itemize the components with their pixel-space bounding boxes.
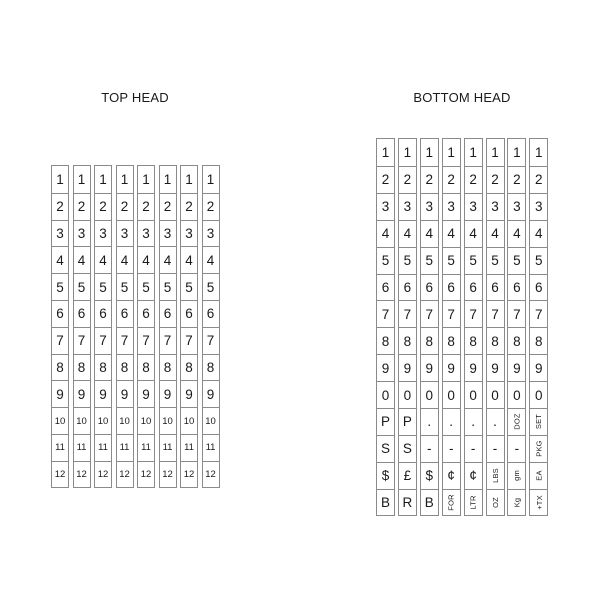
bottom-head-band-8-char-6: 6 — [530, 274, 547, 301]
bottom-head-band-1-char-10: 0 — [377, 381, 394, 408]
bottom-head-band-7-char-12: - — [508, 435, 525, 462]
top-head-band-3-char-10: 10 — [95, 407, 111, 434]
bottom-head-band-7-char-1: 1 — [513, 144, 521, 160]
bottom-head-band-3-char-2: 2 — [421, 166, 438, 193]
top-head-band-8 — [202, 165, 220, 488]
bottom-head-band-1-char-6: 6 — [377, 274, 394, 301]
bottom-head-band-8-char-13 — [530, 462, 547, 489]
bottom-head-band-5-char-8: 8 — [465, 327, 482, 354]
top-head-band-5-char-1: 1 — [142, 171, 150, 187]
bottom-head-band-6-char-11: . — [487, 408, 504, 435]
bottom-head-band-3-char-13: $ — [421, 462, 438, 489]
top-head-band-4-char-7: 7 — [117, 327, 133, 354]
bottom-head-band-6-char-13 — [487, 462, 504, 489]
bottom-head-band-6-char-9: 9 — [487, 354, 504, 381]
top-head-band-2-char-3: 3 — [74, 220, 90, 247]
top-head-band-1-char-4: 4 — [52, 246, 68, 273]
bottom-head-band-4-char-5: 5 — [443, 247, 460, 274]
bottom-head-band-5-char-3: 3 — [465, 193, 482, 220]
top-head-band-3-char-4: 4 — [95, 246, 111, 273]
top-head-band-8-char-7: 7 — [203, 327, 219, 354]
top-head-band-4-char-12: 12 — [117, 461, 133, 488]
top-head-band-5-char-8: 8 — [138, 354, 154, 381]
top-head-band-3-char-11: 11 — [95, 434, 111, 461]
bottom-head-band-4-char-3: 3 — [443, 193, 460, 220]
rotated-label: Kg — [512, 497, 522, 508]
bottom-head-band-6-char-4: 4 — [487, 220, 504, 247]
bottom-head-band-3-char-9: 9 — [421, 354, 438, 381]
top-head-band-4-char-8: 8 — [117, 354, 133, 381]
bottom-head-band-5-char-6: 6 — [465, 274, 482, 301]
top-head-band-5-char-12: 12 — [138, 461, 154, 488]
top-head-band-3 — [94, 165, 112, 488]
top-head-band-3-char-5: 5 — [95, 273, 111, 300]
bottom-head-band-8-char-7: 7 — [530, 300, 547, 327]
bottom-head-band-6-char-5: 5 — [487, 247, 504, 274]
bottom-head-band-6-char-12: - — [487, 435, 504, 462]
top-head-band-8-char-9: 9 — [203, 380, 219, 407]
top-head-band-6-char-7: 7 — [160, 327, 176, 354]
top-head-band-4-char-9: 9 — [117, 380, 133, 407]
bottom-head-band-3 — [420, 138, 439, 516]
top-head-band-2-char-6: 6 — [74, 300, 90, 327]
top-head-band-7-char-12: 12 — [181, 461, 197, 488]
top-head-band-2-char-11: 11 — [74, 434, 90, 461]
top-head-band-7-char-10: 10 — [181, 407, 197, 434]
top-head-band-7-char-5: 5 — [181, 273, 197, 300]
bottom-head-band-2-char-8: 8 — [399, 327, 416, 354]
top-head-band-4-char-6: 6 — [117, 300, 133, 327]
top-head-band-5-char-4: 4 — [138, 246, 154, 273]
top-head-band-6-char-9: 9 — [160, 380, 176, 407]
bottom-head-band-6-char-8: 8 — [487, 327, 504, 354]
bottom-head-band-5-char-5: 5 — [465, 247, 482, 274]
bottom-head-band-2-char-9: 9 — [399, 354, 416, 381]
bottom-head-band-4-char-4: 4 — [443, 220, 460, 247]
top-head-band-7-char-11: 11 — [181, 434, 197, 461]
top-head-band-4 — [116, 165, 134, 488]
bottom-head-band-4-char-13: ¢ — [443, 462, 460, 489]
rotated-label: LBS — [490, 468, 500, 484]
top-head-band-4-char-1: 1 — [120, 171, 129, 187]
bottom-head-band-7-char-5: 5 — [508, 247, 525, 274]
top-head-band-8-char-12: 12 — [203, 461, 219, 488]
top-head-band-1-char-12: 12 — [52, 461, 68, 488]
top-head-band-8-char-1: 1 — [206, 171, 215, 187]
bottom-head-band-8-char-8: 8 — [530, 327, 547, 354]
rotated-label: FOR — [446, 494, 456, 511]
top-head-band-2-char-5: 5 — [74, 273, 90, 300]
top-head-band-1-char-1: 1 — [56, 171, 64, 187]
bottom-head-band-2-char-11: P — [399, 408, 416, 435]
bottom-head-band-6-char-6: 6 — [487, 274, 504, 301]
bottom-head-band-7-char-3: 3 — [508, 193, 525, 220]
rotated-label: SET — [534, 414, 544, 430]
top-head-band-2-char-12: 12 — [74, 461, 90, 488]
top-head-band-2-char-7: 7 — [74, 327, 90, 354]
rotated-label: PKG — [534, 440, 544, 458]
bottom-head-band-3-char-5: 5 — [421, 247, 438, 274]
top-head-band-6-char-1: 1 — [163, 171, 172, 187]
bottom-head-band-2-char-3: 3 — [399, 193, 416, 220]
bottom-head-band-4-char-10: 0 — [443, 381, 460, 408]
bottom-head-band-3-char-10: 0 — [421, 381, 438, 408]
bottom-head-band-2 — [398, 138, 417, 516]
bottom-head-band-5 — [464, 138, 483, 516]
bottom-head-band-3-char-3: 3 — [421, 193, 438, 220]
bottom-head-band-7-char-4: 4 — [508, 220, 525, 247]
bottom-head-band-5-char-2: 2 — [465, 166, 482, 193]
top-head-band-6 — [159, 165, 177, 488]
bottom-head-band-6-char-7: 7 — [487, 300, 504, 327]
top-head-band-6-char-3: 3 — [160, 220, 176, 247]
top-head-band-4-char-4: 4 — [117, 246, 133, 273]
bottom-head-band-7-char-11 — [508, 408, 525, 435]
top-head-band-2-char-2: 2 — [74, 193, 90, 220]
bottom-head-band-1-char-12: S — [377, 435, 394, 462]
top-head-band-5-char-10: 10 — [138, 407, 154, 434]
top-head-band-5 — [137, 165, 155, 488]
bottom-head-band-4-char-7: 7 — [443, 300, 460, 327]
bottom-head-band-4-char-6: 6 — [443, 274, 460, 301]
bottom-head-band-4-char-12: - — [443, 435, 460, 462]
rotated-label: gm — [512, 470, 522, 482]
top-head-band-3-char-3: 3 — [95, 220, 111, 247]
top-head-band-8-char-2: 2 — [203, 193, 219, 220]
bottom-head-band-1-char-1: 1 — [381, 144, 390, 160]
bottom-head-band-7-char-2: 2 — [508, 166, 525, 193]
bottom-head-band-2-char-10: 0 — [399, 381, 416, 408]
bottom-head-band-3-char-1: 1 — [425, 144, 434, 160]
bottom-head-band-2-char-14: R — [399, 489, 416, 516]
bottom-head-band-8-char-14 — [530, 489, 547, 516]
top-head-band-2-char-10: 10 — [74, 407, 90, 434]
top-head-band-1-char-10: 10 — [52, 407, 68, 434]
top-head-band-1-char-8: 8 — [52, 354, 68, 381]
top-head-band-7-char-9: 9 — [181, 380, 197, 407]
top-head-band-3-char-9: 9 — [95, 380, 111, 407]
top-head-band-3-char-12: 12 — [95, 461, 111, 488]
rotated-label: +TX — [534, 495, 544, 510]
top-head-band-5-char-11: 11 — [138, 434, 154, 461]
bottom-head-band-5-char-4: 4 — [465, 220, 482, 247]
top-head-band-1-char-7: 7 — [52, 327, 68, 354]
bottom-head-band-4-char-14 — [443, 489, 460, 516]
bottom-head-band-1-char-3: 3 — [377, 193, 394, 220]
top-head-band-6-char-5: 5 — [160, 273, 176, 300]
top-head-band-8-char-8: 8 — [203, 354, 219, 381]
top-head-band-7-char-1: 1 — [185, 171, 193, 187]
top-head-band-8-char-11: 11 — [203, 434, 219, 461]
bottom-head-band-7-char-10: 0 — [508, 381, 525, 408]
bottom-head-band-7-char-6: 6 — [508, 274, 525, 301]
bottom-head-band-5-char-10: 0 — [465, 381, 482, 408]
bottom-head-band-8-char-11 — [530, 408, 547, 435]
bottom-head-band-7-char-14 — [508, 489, 525, 516]
top-head-band-8-char-4: 4 — [203, 246, 219, 273]
top-head-band-1-char-3: 3 — [52, 220, 68, 247]
bottom-head-band-7-char-8: 8 — [508, 327, 525, 354]
bottom-head-band-8-char-4: 4 — [530, 220, 547, 247]
bottom-head-band-2-char-6: 6 — [399, 274, 416, 301]
top-head-band-1-char-2: 2 — [52, 193, 68, 220]
bottom-head-band-2-char-12: S — [399, 435, 416, 462]
bottom-head-band-4 — [442, 138, 461, 516]
top-head-band-4-char-10: 10 — [117, 407, 133, 434]
bottom-head-band-1-char-2: 2 — [377, 166, 394, 193]
bottom-head-band-8-char-3: 3 — [530, 193, 547, 220]
top-head-band-5-char-9: 9 — [138, 380, 154, 407]
top-head-band-8-char-10: 10 — [203, 407, 219, 434]
bottom-head-band-6 — [486, 138, 505, 516]
top-head-band-4-char-2: 2 — [117, 193, 133, 220]
bottom-head-band-6-char-1: 1 — [491, 144, 499, 160]
top-head-band-5-char-5: 5 — [138, 273, 154, 300]
bottom-head-band-3-char-8: 8 — [421, 327, 438, 354]
bottom-head-band-2-char-5: 5 — [399, 247, 416, 274]
top-head-band-7-char-6: 6 — [181, 300, 197, 327]
bottom-head-band-6-char-2: 2 — [487, 166, 504, 193]
rotated-label: DOZ — [512, 413, 522, 431]
top-head-band-8-char-3: 3 — [203, 220, 219, 247]
bottom-head-band-6-char-14 — [487, 489, 504, 516]
bottom-head-band-2-char-1: 1 — [403, 144, 412, 160]
bottom-head-title: BOTTOM HEAD — [413, 90, 511, 105]
top-head-band-1-char-11: 11 — [52, 434, 68, 461]
top-head-band-7-char-8: 8 — [181, 354, 197, 381]
top-head-band-8-char-6: 6 — [203, 300, 219, 327]
top-head-band-4-char-3: 3 — [117, 220, 133, 247]
bottom-head-band-4-char-2: 2 — [443, 166, 460, 193]
bottom-head-band-8-char-12 — [530, 435, 547, 462]
bottom-head-band-2-char-7: 7 — [399, 300, 416, 327]
bottom-head-band-1-char-11: P — [377, 408, 394, 435]
bottom-head-band-1-char-7: 7 — [377, 300, 394, 327]
top-head-band-5-char-3: 3 — [138, 220, 154, 247]
bottom-head-band-4-char-8: 8 — [443, 327, 460, 354]
bottom-head-band-5-char-13: ¢ — [465, 462, 482, 489]
rotated-label: OZ — [490, 497, 500, 509]
bottom-head-band-8-char-1: 1 — [535, 144, 543, 160]
top-head-band-7-char-7: 7 — [181, 327, 197, 354]
bottom-head-band-8 — [529, 138, 548, 516]
bottom-head-band-7 — [507, 138, 526, 516]
top-head-band-6-char-2: 2 — [160, 193, 176, 220]
top-head-band-1 — [51, 165, 69, 488]
top-head-band-1-char-5: 5 — [52, 273, 68, 300]
top-head-band-5-char-6: 6 — [138, 300, 154, 327]
top-head-band-4-char-5: 5 — [117, 273, 133, 300]
bottom-head-band-1-char-13: $ — [377, 462, 394, 489]
bottom-head-band-5-char-7: 7 — [465, 300, 482, 327]
top-head-band-8-char-5: 5 — [203, 273, 219, 300]
top-head-band-2 — [73, 165, 91, 488]
top-head-band-1-char-6: 6 — [52, 300, 68, 327]
top-head-band-7-char-2: 2 — [181, 193, 197, 220]
top-head-band-2-char-1: 1 — [77, 171, 86, 187]
bottom-head-band-1-char-8: 8 — [377, 327, 394, 354]
bottom-head-band-7-char-9: 9 — [508, 354, 525, 381]
bottom-head-band-1 — [376, 138, 395, 516]
bottom-head-band-4-char-9: 9 — [443, 354, 460, 381]
rotated-label: EA — [534, 470, 544, 481]
top-head-band-3-char-2: 2 — [95, 193, 111, 220]
top-head-band-6-char-11: 11 — [160, 434, 176, 461]
top-head-band-2-char-9: 9 — [74, 380, 90, 407]
top-head-band-3-char-1: 1 — [99, 171, 107, 187]
top-head-band-6-char-6: 6 — [160, 300, 176, 327]
top-head-band-2-char-8: 8 — [74, 354, 90, 381]
top-head-band-7-char-3: 3 — [181, 220, 197, 247]
bottom-head-band-5-char-12: - — [465, 435, 482, 462]
bottom-head-band-4-char-1: 1 — [447, 144, 455, 160]
top-head-band-1-char-9: 9 — [52, 380, 68, 407]
bottom-head-band-1-char-14: B — [377, 489, 394, 516]
bottom-head-band-8-char-5: 5 — [530, 247, 547, 274]
bottom-head-band-3-char-4: 4 — [421, 220, 438, 247]
bottom-head-band-5-char-14 — [465, 489, 482, 516]
bottom-head-band-3-char-14: B — [421, 489, 438, 516]
top-head-band-2-char-4: 4 — [74, 246, 90, 273]
top-head-band-3-char-8: 8 — [95, 354, 111, 381]
rotated-label: LTR — [468, 495, 478, 510]
top-head-band-7-char-4: 4 — [181, 246, 197, 273]
top-head-band-4-char-11: 11 — [117, 434, 133, 461]
bottom-head-band-8-char-2: 2 — [530, 166, 547, 193]
bottom-head-band-3-char-11: . — [421, 408, 438, 435]
top-head-band-5-char-2: 2 — [138, 193, 154, 220]
bottom-head-band-7-char-13 — [508, 462, 525, 489]
top-head-band-7 — [180, 165, 198, 488]
bottom-head-band-4-char-11: . — [443, 408, 460, 435]
bottom-head-band-5-char-11: . — [465, 408, 482, 435]
bottom-head-band-1-char-9: 9 — [377, 354, 394, 381]
bottom-head-band-8-char-10: 0 — [530, 381, 547, 408]
top-head-band-6-char-12: 12 — [160, 461, 176, 488]
top-head-band-3-char-6: 6 — [95, 300, 111, 327]
bottom-head-band-6-char-3: 3 — [487, 193, 504, 220]
bottom-head-band-7-char-7: 7 — [508, 300, 525, 327]
bottom-head-band-2-char-2: 2 — [399, 166, 416, 193]
bottom-head-band-6-char-10: 0 — [487, 381, 504, 408]
bottom-head-band-5-char-1: 1 — [469, 144, 477, 160]
bottom-head-band-8-char-9: 9 — [530, 354, 547, 381]
top-head-title: TOP HEAD — [101, 90, 169, 105]
top-head-band-6-char-4: 4 — [160, 246, 176, 273]
top-head-band-6-char-8: 8 — [160, 354, 176, 381]
bottom-head-band-2-char-4: 4 — [399, 220, 416, 247]
bottom-head-band-3-char-7: 7 — [421, 300, 438, 327]
top-head-band-3-char-7: 7 — [95, 327, 111, 354]
bottom-head-band-3-char-12: - — [421, 435, 438, 462]
bottom-head-band-3-char-6: 6 — [421, 274, 438, 301]
bottom-head-band-5-char-9: 9 — [465, 354, 482, 381]
top-head-band-5-char-7: 7 — [138, 327, 154, 354]
top-head-band-6-char-10: 10 — [160, 407, 176, 434]
bottom-head-band-2-char-13: £ — [399, 462, 416, 489]
bottom-head-band-1-char-5: 5 — [377, 247, 394, 274]
bottom-head-band-1-char-4: 4 — [377, 220, 394, 247]
